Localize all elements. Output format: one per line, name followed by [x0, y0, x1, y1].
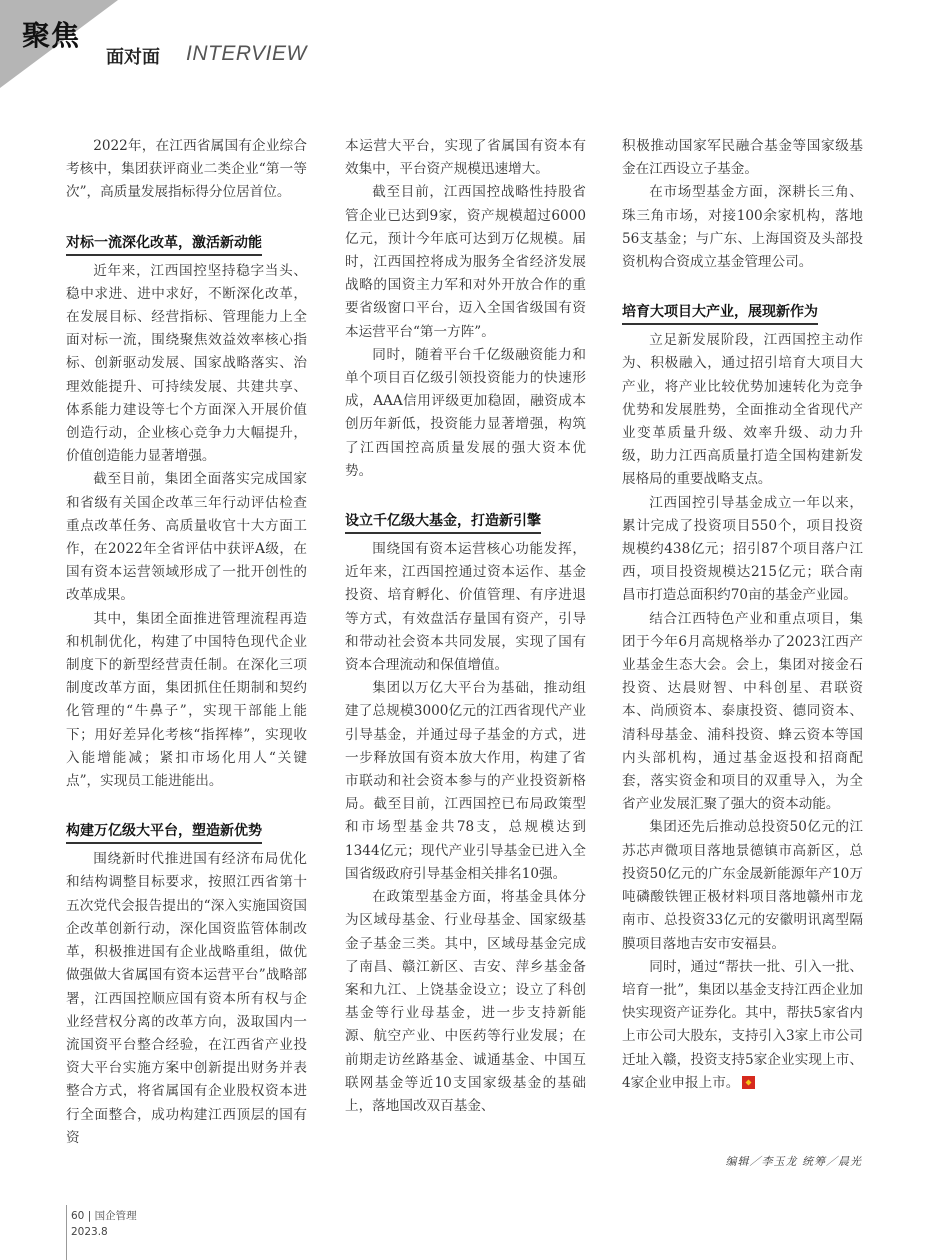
paragraph: [622, 135, 863, 181]
paragraph: [622, 329, 863, 491]
paragraph-text: 在政策型基金方面，将基金具体分为区域母基金、行业母基金、国家级基金子基金三类。其中，区域母基金完成了南昌、赣江新区、吉安、萍乡基金备案和九江、上饶基金设立；设立了科创基金等行业母基金，进一步支持新能源、航空产业、中医药等行业发展；在前期走访丝路基金、诚通基金、中国互联网基金等近10支国家级基金的基础上，落地国改双百基金、: [345, 889, 586, 1114]
paragraph: [66, 608, 307, 794]
paragraph-text: 截至目前，集团全面落实完成国家和省级有关国企改革三年行动评估检查重点改革任务、高质量收官十大方面工作，在2022年全省评估中获评A级，在国有资本运营领域形成了一批开创性的改革成果。: [66, 471, 307, 604]
article-column-1: [66, 135, 307, 1150]
article-column-3: [622, 135, 863, 1095]
paragraph: [66, 260, 307, 469]
paragraph-text: 结合江西特色产业和重点项目，集团于今年6月高规格举办了2023江西产业基金生态大会。会上，集团对接金石投资、达晨财智、中科创星、君联资本、尚颀资本、泰康投资、德同资本、清科母基金、浦科投资、蜂云资本等国内头部机构，通过基金返投和招商配套，落实资金和项目的双重导入，为全省产业发展汇聚了强大的资本动能。: [622, 610, 863, 813]
issue-date: 2023.8: [71, 1226, 108, 1238]
paragraph: [345, 886, 586, 1118]
paragraph: [66, 468, 307, 607]
paragraph: [622, 492, 863, 608]
paragraph: [345, 135, 586, 181]
paragraph: [345, 181, 586, 343]
paragraph-text: 其中，集团全面推进管理流程再造和机制优化，构建了中国特色现代企业制度下的新型经营责任制。在深化三项制度改革方面，集团抓住任期制和契约化管理的“牛鼻子”，实现干部能上能下；用好差异化考核“指挥棒”，实现收入能增能减；紧扣市场化用人“关键点”，实现员工能进能出。: [66, 610, 307, 790]
paragraph-text: 截至目前，江西国控战略性持股省管企业已达到9家，资产规模超过6000亿元，预计今年底可达到万亿规模。届时，江西国控将成为服务全省经济发展战略的国资主力军和对外开放合作的重要省级窗口平台，迈入全国省级国有资本运营平台“第一方阵”。: [345, 184, 586, 340]
section-title-cn: 面对面: [106, 47, 160, 68]
paragraph-text: 本运营大平台，实现了省属国有资本有效集中，平台资产规模迅速增大。: [345, 138, 586, 178]
paragraph-text: 近年来，江西国控坚持稳字当头、稳中求进、进中求好，不断深化改革，在发展目标、经营指标、管理能力上全面对标一流，围绕聚焦效益效率核心指标、创新驱动发展、国家战略落实、治理效能提升、可持续发展、共建共享、体系能力建设等七个方面深入开展价值创造行动，企业核心竞争力大幅提升，价值创造能力显著增强。: [66, 262, 307, 465]
paragraph: [345, 538, 586, 677]
paragraph-text: 同时，通过“帮扶一批、引入一批、培育一批”，集团以基金支持江西企业加快实现资产证券化。其中，帮扶5家省内上市公司大股东，支持引入3家上市公司迁址入赣，投资支持5家企业实现上市、4家企业申报上市。: [622, 958, 863, 1091]
paragraph-text: 集团还先后推动总投资50亿元的江苏芯声微项目落地景德镇市高新区，总投资50亿元的广东金晟新能源年产10万吨磷酸铁锂正极材料项目落地赣州市龙南市、总投资33亿元的安徽明讯离型隔膜项目落地吉安市安福县。: [622, 819, 863, 952]
article-end-icon: [742, 1076, 755, 1089]
paragraph-text: 积极推动国家军民融合基金等国家级基金在江西设立子基金。: [622, 138, 863, 178]
paragraph: [66, 135, 307, 205]
paragraph: [622, 181, 863, 274]
editor-credits: 编辑／李玉龙 统筹／晨光: [725, 1155, 862, 1168]
paragraph-text: 围绕国有资本运营核心功能发挥，近年来，江西国控通过资本运作、基金投资、培育孵化、价值管理、有序进退等方式，有效盘活存量国有资产，引导和带动社会资本共同发展，实现了国有资本合理流动和保值增值。: [345, 541, 586, 674]
paragraph-text: 江西国控引导基金成立一年以来，累计完成了投资项目550个，项目投资规模约438亿元；招引87个项目落户江西，项目投资规模达215亿元；联合南昌市打造总面积约70亩的基金产业园。: [622, 494, 863, 604]
paragraph-text: 围绕新时代推进国有经济布局优化和结构调整目标要求，按照江西省第十五次党代会报告提出的“深入实施国资国企改革创新行动，深化国资监管体制改革，积极推进国有企业战略重组，做优做强做大省属国有资本运营平台”战略部署，江西国控顺应国有资本所有权与企业经营权分离的改革方向，汲取国内一流国资平台整合经验，在江西省产业投资大平台实施方案中创新提出财务并表整合方式，将省属国有企业股权资本进行全面整合，成功构建江西顶层的国有资: [66, 851, 307, 1146]
paragraph-text: 立足新发展阶段，江西国控主动作为、积极融入，通过招引培育大项目大产业，将产业比较优势加速转化为竞争优势和发展胜势，全面推动全省现代产业变革质量升级、效率升级、动力升级，助力江西高质量打造全国构建新发展格局的重要战略支点。: [622, 332, 863, 488]
section-heading: 设立千亿级大基金，打造新引擎: [345, 510, 541, 534]
paragraph: [66, 848, 307, 1150]
section-title-en: INTERVIEW: [186, 42, 307, 65]
paragraph-text: 2022年，在江西省属国有企业综合考核中，集团获评商业二类企业“第一等次”，高质量发展指标得分位居首位。: [66, 138, 307, 201]
page-number: 60 | 国企管理: [71, 1210, 137, 1222]
footer-divider: [66, 1205, 67, 1260]
paragraph-text: 集团以万亿大平台为基础，推动组建了总规模3000亿元的江西省现代产业引导基金，并通过母子基金的方式，进一步释放国有资本放大作用，构建了省市联动和社会资本参与的产业投资新格局。截至目前，江西国控已布局政策型和市场型基金共78支，总规模达到1344亿元；现代产业引导基金已进入全国省级政府引导基金相关排名10强。: [345, 680, 586, 882]
section-heading: 构建万亿级大平台，塑造新优势: [66, 820, 262, 844]
paragraph: [622, 816, 863, 955]
paragraph: [345, 677, 586, 886]
paragraph: [622, 956, 863, 1095]
paragraph-text: 同时，随着平台千亿级融资能力和单个项目百亿级引领投资能力的快速形成，AAA信用评级更加稳固，融资成本创历年新低，投资能力显著增强，构筑了江西国控高质量发展的强大资本优势。: [345, 346, 586, 479]
paragraph: [622, 608, 863, 817]
paragraph: [345, 344, 586, 483]
section-heading: 对标一流深化改革，激活新动能: [66, 232, 262, 256]
paragraph-text: 在市场型基金方面，深耕长三角、珠三角市场，对接100余家机构，落地56支基金；与广东、上海国资及头部投资机构合资成立基金管理公司。: [622, 184, 863, 271]
focus-label: 聚焦: [22, 19, 81, 52]
article-column-2: [345, 135, 586, 1118]
section-heading: 培育大项目大产业，展现新作为: [622, 301, 818, 325]
